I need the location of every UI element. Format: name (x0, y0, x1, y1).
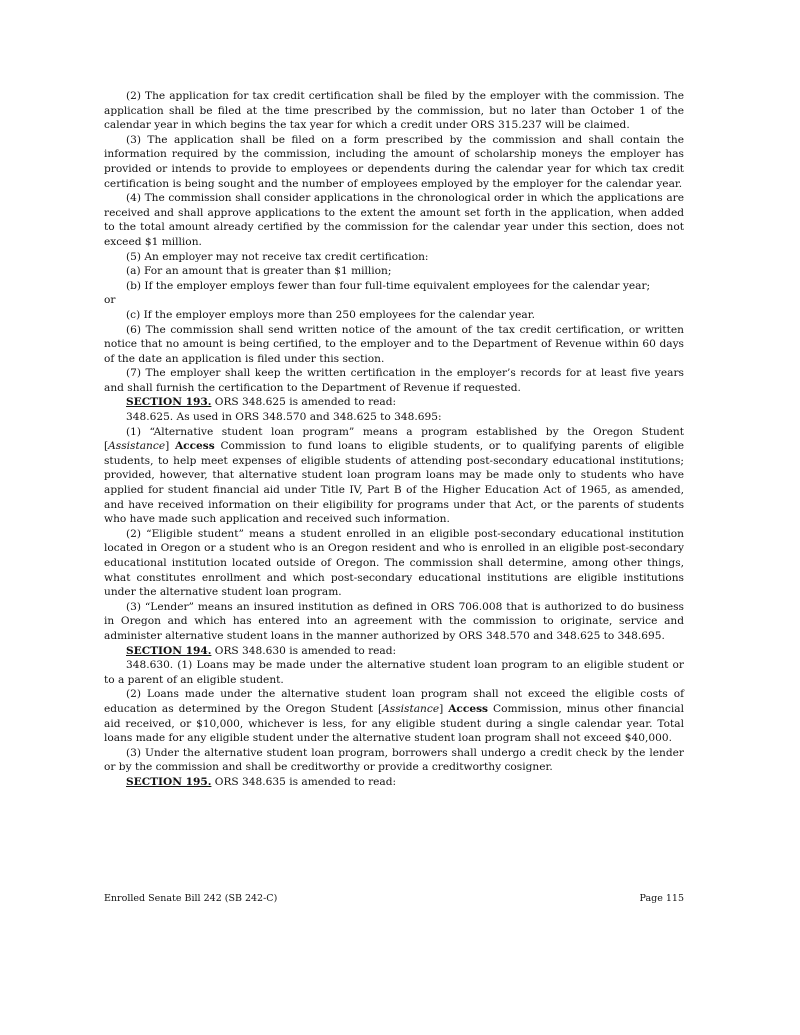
page-footer (104, 893, 684, 904)
definition: (2) “Eligible student” means a student enrolled in an eligible post-secondary educational institution located in Oregon or a student who is an Oregon resident and who is enrolled in an eligible post-secondary educational institution located outside of Oregon. The commission shall determine, among other things, what constitutes enrollment and which post-secondary educational institutions are eligible institutions under the alternative student loan program. (104, 527, 684, 599)
inserted-text: Access (448, 702, 488, 715)
paragraph: (3) Under the alternative student loan program, borrowers shall undergo a credit check by the lender or by the commission and shall be creditworthy or provide a creditworthy cosigner. (104, 746, 684, 774)
list-item: (c) If the employer employs more than 250 employees for the calendar year. (126, 308, 535, 321)
bracket: [ (104, 440, 109, 453)
deleted-text: Assistance (382, 702, 440, 715)
bill-reference: Enrolled Senate Bill 242 (SB 242-C) (104, 893, 278, 904)
bracket: [ (378, 702, 383, 715)
statute-intro: 348.625. As used in ORS 348.570 and 348.625 to 348.695: (126, 411, 442, 424)
statute-intro: 348.630. (1) Loans may be made under the alternative student loan program to an eligible student or to a parent of an eligible student. (104, 659, 684, 686)
section-number: SECTION 195. (126, 775, 212, 788)
paragraph: (6) The commission shall send written notice of the amount of the tax credit certification, or written notice that no amount is being certified, to the employer and to the Department of Revenue within 60 days of the date an application is filed under this section. (104, 323, 684, 365)
list-item: (b) If the employer employs fewer than four full-time equivalent employees for the calendar year; (126, 279, 651, 292)
text-run: Commission to fund loans to eligible students, or to qualifying parents of eligible students, to help meet expenses of eligible students of attending post-secondary educational institutions; provided, however, that alternative student loan program loans may be made only to students who have applied for student financial aid under Title IV, Part B of the Higher Education Act of 1965, as amended, and have received information on their eligibility for programs under that Act, or the parents of students who have made such application and received such information. (104, 440, 684, 526)
section-text: ORS 348.630 is amended to read: (211, 644, 397, 657)
text-run: (2) Loans made under the alternative student loan program shall not exceed the eligible costs of education as determined by the Oregon Student (104, 688, 684, 715)
definition: (3) “Lender” means an insured institution as defined in ORS 706.008 that is authorized to do business in Oregon and which has entered into an agreement with the commission to originate, service and administer alternative student loans in the manner authorized by ORS 348.570 and 348.625 to 348.695. (104, 600, 684, 642)
section-heading (104, 644, 684, 659)
section-number: SECTION 194. (126, 644, 212, 657)
section-heading (104, 775, 684, 790)
paragraph: (2) The application for tax credit certification shall be filed by the employer with the commission. The application shall be filed at the time prescribed by the commission, but no later than October 1 of the calendar year in which begins the tax year for which a credit under ORS 315.237 will be claimed. (104, 90, 684, 132)
page-number: Page 115 (639, 893, 684, 904)
section-text: ORS 348.625 is amended to read: (211, 396, 397, 409)
document-body (104, 89, 684, 790)
bracket: ] (439, 702, 449, 715)
list-item: (a) For an amount that is greater than $1 million; (126, 265, 392, 278)
paragraph: (3) The application shall be filed on a form prescribed by the commission and shall contain the information required by the commission, including the amount of scholarship moneys the employer has provided or intends to provide to employees or dependents during the calendar year for which tax credit certification is being sought and the number of employees employed by the employer for the calendar year. (104, 133, 684, 190)
section-heading (104, 395, 684, 410)
paragraph: (4) The commission shall consider applications in the chronological order in which the applications are received and shall approve applications to the extent the amount set forth in the application, when added to the total amount already certified by the commission for the calendar year under this section, does not exceed $1 million. (104, 192, 684, 248)
deleted-text: Assistance (108, 440, 166, 453)
section-text: ORS 348.635 is amended to read: (211, 775, 397, 788)
text-run: Commission, minus other financial aid received, or $10,000, whichever is less, for any eligible student during a single calendar year. Total loans made for any eligible student under the alternative student loan program shall not exceed $40,000. (104, 702, 685, 745)
definition (104, 425, 684, 527)
section-number: SECTION 193. (126, 396, 212, 409)
text-run: (1) “Alternative student loan program” means a program established by the Oregon Student (126, 425, 684, 438)
list-connector: or (104, 294, 116, 307)
paragraph (104, 687, 684, 745)
paragraph: (5) An employer may not receive tax credit certification: (126, 250, 429, 263)
paragraph: (7) The employer shall keep the written certification in the employer’s records for at least five years and shall furnish the certification to the Department of Revenue if requested. (104, 367, 684, 394)
inserted-text: Access (174, 440, 215, 453)
bracket: ] (165, 440, 175, 453)
